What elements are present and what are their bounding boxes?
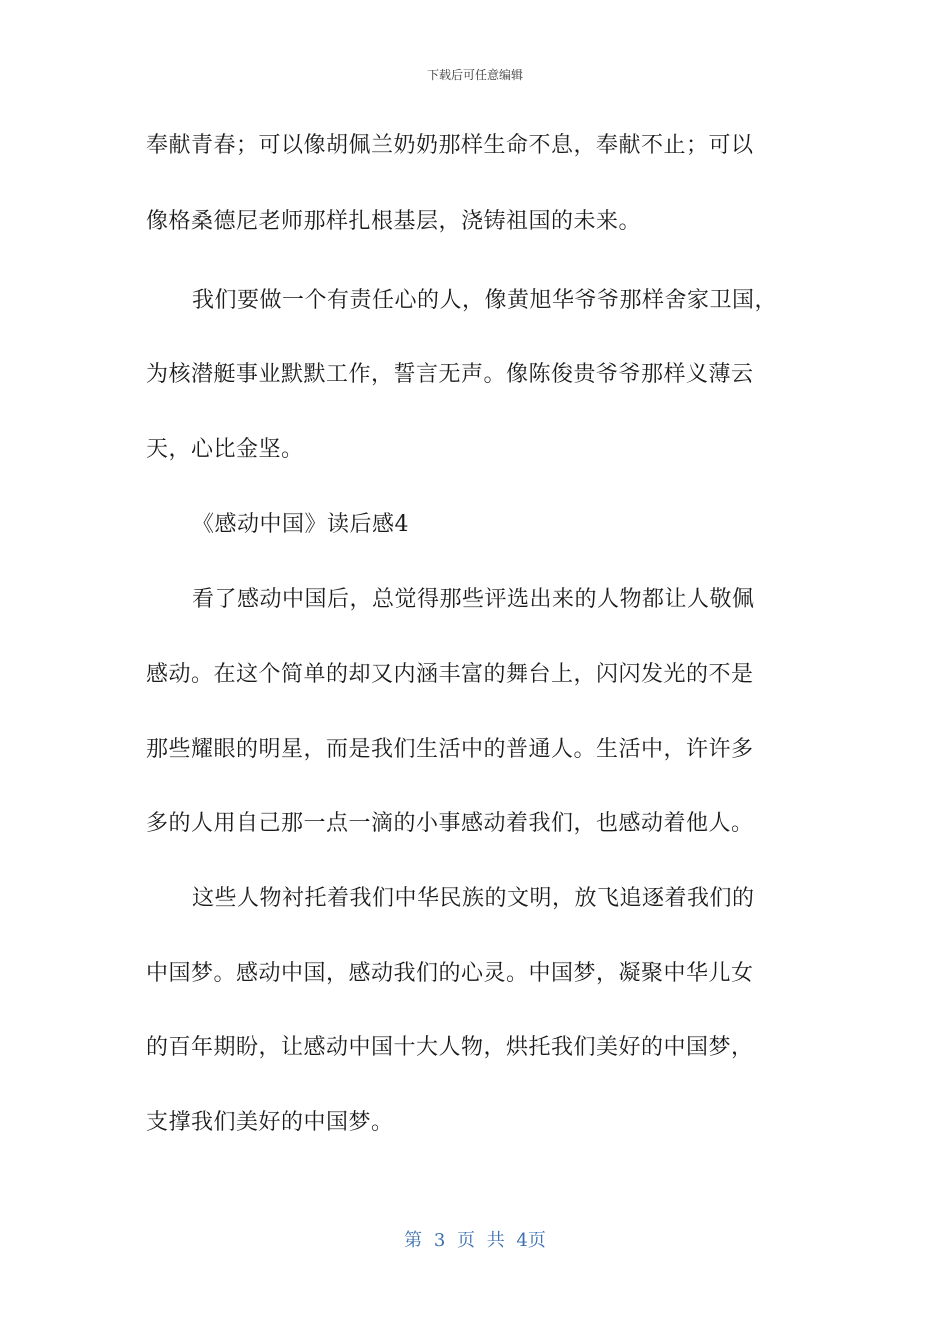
- text-line: 天，心比金坚。: [146, 437, 304, 462]
- text-line: 这些人物衬托着我们中华民族的文明，放飞追逐着我们的: [192, 886, 755, 911]
- text-line: 为核潜艇事业默默工作，誓言无声。像陈俊贵爷爷那样义薄云: [146, 362, 754, 387]
- text-line: 感动。在这个简单的却又内涵丰富的舞台上，闪闪发光的不是: [146, 662, 754, 687]
- text-line: 那些耀眼的明星，而是我们生活中的普通人。生活中，许许多: [146, 737, 754, 762]
- text-line: 看了感动中国后，总觉得那些评选出来的人物都让人敬佩: [192, 587, 755, 612]
- text-line: 中国梦。感动中国，感动我们的心灵。中国梦，凝聚中华儿女: [146, 961, 754, 986]
- text-line: 像格桑德尼老师那样扎根基层，浇铸祖国的未来。: [146, 209, 642, 234]
- section-heading: 《感动中国》读后感4: [192, 512, 409, 537]
- page-header-note: 下载后可任意编辑: [426, 68, 523, 82]
- text-line: 多的人用自己那一点一滴的小事感动着我们，也感动着他人。: [146, 811, 754, 836]
- page-number-footer: 第 3 页 共 4页: [404, 1230, 546, 1251]
- text-line: 我们要做一个有责任心的人，像黄旭华爷爷那样舍家卫国，: [192, 288, 778, 313]
- text-line: 奉献青春；可以像胡佩兰奶奶那样生命不息，奉献不止；可以: [146, 133, 754, 158]
- text-line: 的百年期盼，让感动中国十大人物，烘托我们美好的中国梦，: [146, 1035, 754, 1060]
- text-line: 支撑我们美好的中国梦。: [146, 1110, 394, 1135]
